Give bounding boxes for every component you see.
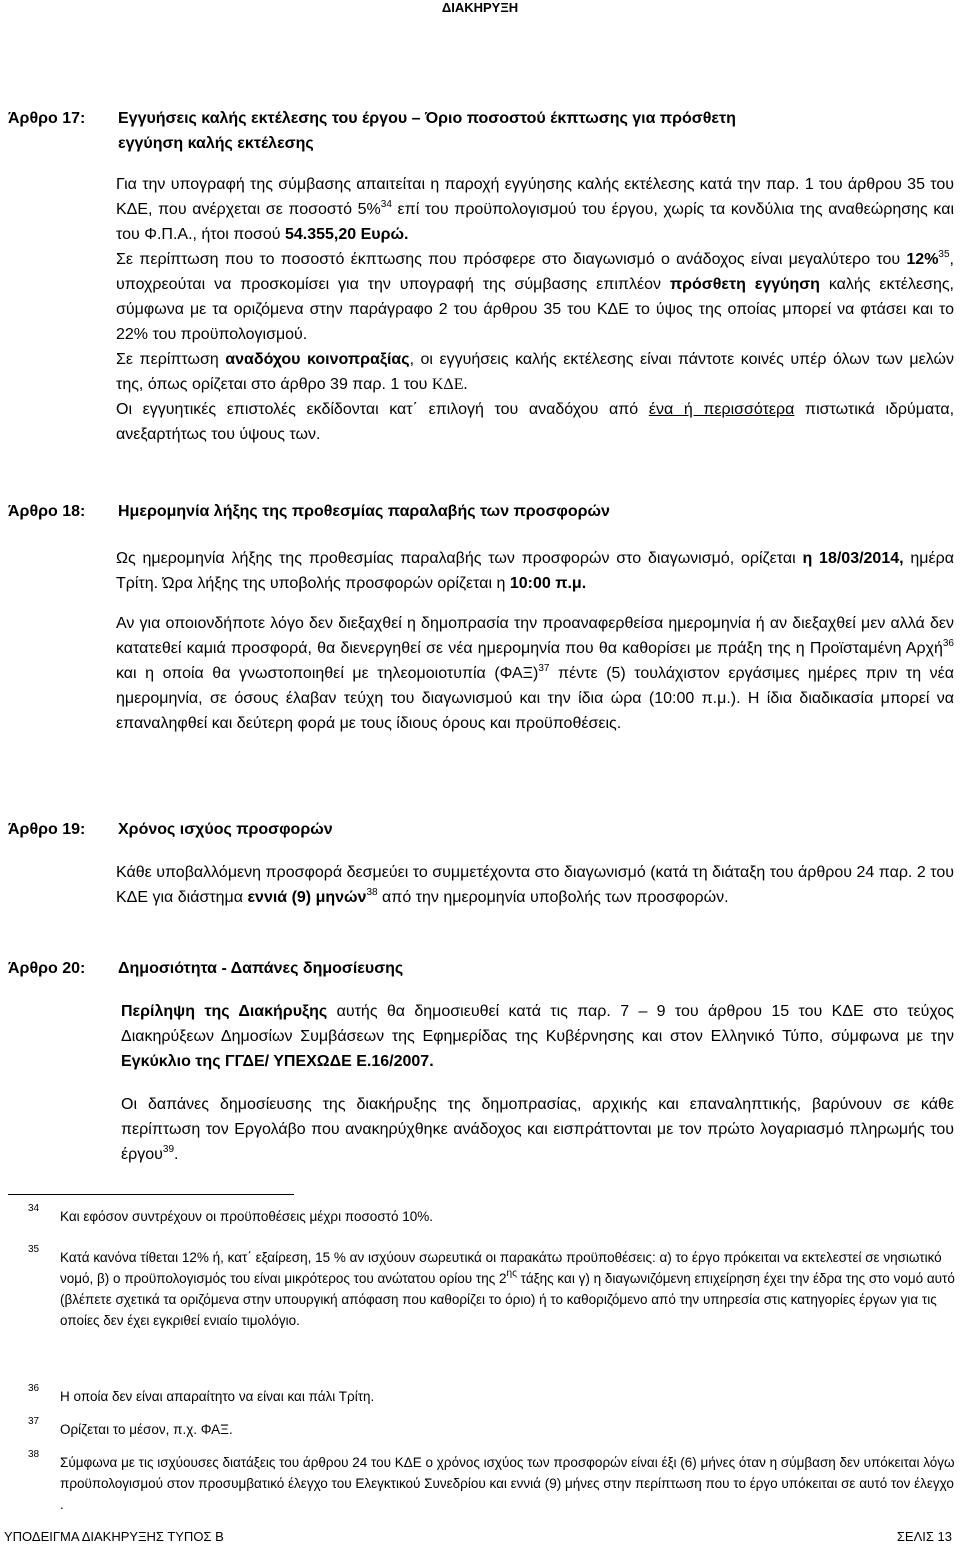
article-19-label: Άρθρο 19:	[8, 821, 86, 838]
article-17-paragraph-3: Σε περίπτωση αναδόχου κοινοπραξίας, οι εγγυήσεις καλής εκτέλεσης είναι πάντοτε κοινές υπέρ όλων των μελών της, όπως ορίζεται στο άρθρο 39 παρ. 1 του ΚΔΕ.	[116, 351, 955, 393]
article-17-title	[118, 106, 948, 156]
article-19-paragraph-1: Κάθε υποβαλλόμενη προσφορά δεσμεύει το συμμετέχοντα στο διαγωνισμό (κατά τη διάταξη του άρθρου 24 παρ. 2 του ΚΔΕ για διάστημα εννιά (9) μηνών$^{38}$ από την ημερομηνία υποβολής των προσφορών.	[116, 864, 954, 906]
footnote-text: Ορίζεται το μέσον, π.χ. ΦΑΞ.	[60, 1422, 233, 1437]
article-18-label: Άρθρο 18:	[8, 503, 86, 520]
article-17-label: Άρθρο 17:	[8, 110, 86, 127]
article-17-body	[116, 172, 954, 447]
article-17-paragraph-2: Σε περίπτωση που το ποσοστό έκπτωσης που πρόσφερε στο διαγωνισμό ο ανάδοχος είναι μεγαλύτερο του 12%$^{35}$, υποχρεούται να προσκομίσει για την υπογραφή της σύμβασης επιπλέον πρόσθετη εγγύηση καλής εκτέλεσης, σύμφωνα με τα οριζόμενα στην παράγραφο 2 του άρθρου 35 του ΚΔΕ το ύψος της οποίας μπορεί να φτάσει και το 22% του προϋπολογισμού.	[116, 249, 955, 343]
footnote-ref-37[interactable]: 37	[538, 663, 550, 674]
article-17-title-line2: εγγύηση καλής εκτέλεσης	[118, 135, 314, 152]
article-20-body	[121, 999, 954, 1167]
page-number: ΣΕΛΙΣ 13	[896, 1529, 952, 1544]
footnote-ref-36[interactable]: 36	[942, 638, 954, 649]
footnote-number: 36	[28, 1383, 40, 1394]
article-18-paragraph-1: Ως ημερομηνία λήξης της προθεσμίας παραλαβής των προσφορών στο διαγωνισμό, ορίζεται η 18/03/2014, ημέρα Τρίτη. Ώρα λήξης της υποβολής προσφορών ορίζεται η 10:00 π.μ.	[116, 550, 954, 592]
article-20-paragraph-2: Οι δαπάνες δημοσίευσης της διακήρυξης της δημοπρασίας, αρχικής και επαναληπτικής, βαρύνουν σε κάθε περίπτωση τον Εργολάβο που ανακηρύχθηκε ανάδοχος και εισπράττονται με τον πρώτο λογαριασμό πληρωμής του έργου$^{39}$.	[121, 1096, 954, 1163]
article-17-paragraph-4: Οι εγγυητικές επιστολές εκδίδονται κατ΄ επιλογή του αναδόχου από ένα ή περισσότερα πιστωτικά ιδρύματα, ανεξαρτήτως του ύψους των.	[116, 401, 955, 443]
footnote-separator	[8, 1194, 294, 1195]
page-header: ΔΙΑΚΗΡΥΞΗ	[441, 0, 519, 15]
article-19-body	[116, 860, 954, 910]
footnote-text: Και εφόσον συντρέχουν οι προϋποθέσεις μέχρι ποσοστό 10%.	[60, 1209, 434, 1224]
footnote-number: 38	[28, 1449, 40, 1460]
article-18-paragraph-2: Αν για οποιονδήποτε λόγο δεν διεξαχθεί η δημοπρασία την προαναφερθείσα ημερομηνία ή αν διεξαχθεί μεν αλλά δεν κατατεθεί καμιά προσφορά, θα διενεργηθεί σε νέα ημερομηνία που θα καθορίσει με πράξη της η Προϊσταμένη Αρχή$^{36}$ και η οποία θα γνωστοποιηθεί με τηλεομοιοτυπία $(\Phi A\Xi)^{37}$ πέντε (5) τουλάχιστον εργάσιμες ημέρες πριν τη νέα ημερομηνία, σε όσους έλαβαν τεύχη του διαγωνισμού και την ίδια ώρα (10:00 π.μ.). Η ίδια διαδικασία μπορεί να επαναληφθεί και δεύτερη φορά με τους ίδιους όρους και προϋποθέσεις.	[116, 615, 955, 732]
footnote-ref-35[interactable]: 35	[938, 249, 950, 260]
article-19-title: Χρόνος ισχύος προσφορών	[118, 821, 333, 838]
footnote-ref-34[interactable]: 34	[380, 199, 392, 210]
article-18-title: Ημερομηνία λήξης της προθεσμίας παραλαβής των προσφορών	[118, 503, 610, 520]
footnote-ref-39[interactable]: 39	[162, 1144, 175, 1155]
article-17-paragraph-1: Για την υπογραφή της σύμβασης απαιτείται η παροχή εγγύησης καλής εκτέλεσης κατά την παρ. 1 του άρθρου 35 του ΚΔΕ, που ανέρχεται σε ποσοστό 5%$^{34}$ επί του προϋπολογισμού του έργου, χωρίς τα κονδύλια της αναθεώρησης και του Φ.Π.Α., ήτοι ποσού 54.355,20 Ευρώ.	[116, 176, 954, 243]
footnote-number: 34	[28, 1203, 40, 1214]
footnote-text: Σύμφωνα με τις ισχύουσες διατάξεις του άρθρου 24 του ΚΔΕ ο χρόνος ισχύος των προσφορών είναι έξι (6) μήνες όταν η σύμβαση δεν υπόκειται λόγω προϋπολογισμού στον προσυμβατικό έλεγχο του Ελεγκτικού Συνεδρίου και εννιά (9) μήνες στην περίπτωση που το έργο υπόκειται σε αυτό τον έλεγχο .	[60, 1455, 955, 1512]
footnote-number: 37	[28, 1416, 40, 1427]
footnote-text: Κατά κανόνα τίθεται 12% ή, κατ΄ εξαίρεση, 15 % αν ισχύουν σωρευτικά οι παρακάτω προϋποθέσεις: α) το έργο πρόκειται να εκτελεστεί σε νησιωτικό νομό, β) ο προϋπολογισμός του είναι μικρότερος του ανώτατου ορίου της $2^{\eta\varsigma}$ τάξης και γ) η διαγωνιζόμενη επιχείρηση έχει την έδρα της στο νομό αυτό (βλέπετε σχετικά τα οριζόμενα στην υπουργική απόφαση που καθορίζει το όριο) ή το καθοριζόμενο από την υπηρεσία στις κατηγορίες έργων για τις οποίες δεν έχει εγκριθεί ενιαίο τιμολόγιο.	[60, 1250, 955, 1328]
footnote-ref-38[interactable]: 38	[366, 887, 378, 898]
article-17-title-line1: Εγγυήσεις καλής εκτέλεσης του έργου – Όριο ποσοστού έκπτωσης για πρόσθετη	[118, 110, 736, 127]
article-18-body	[116, 546, 954, 736]
article-20-title: Δημοσιότητα - Δαπάνες δημοσίευσης	[118, 960, 404, 977]
footnote-text: Η οποία δεν είναι απαραίτητο να είναι και πάλι Τρίτη.	[60, 1389, 375, 1404]
footer-left: ΥΠΟΔΕΙΓΜΑ ΔΙΑΚΗΡΥΞΗΣ ΤΥΠΟΣ Β	[4, 1529, 224, 1544]
footnote-number: 35	[28, 1244, 40, 1255]
article-20-label: Άρθρο 20:	[8, 960, 86, 977]
article-20-paragraph-1: Περίληψη της Διακήρυξης αυτής θα δημοσιευθεί κατά τις παρ. 7 – 9 του άρθρου 15 του ΚΔΕ στο τεύχος Διακηρύξεων Δημοσίων Συμβάσεων της Εφημερίδας της Κυβέρνησης και στον Ελληνικό Τύπο, σύμφωνα με την Εγκύκλιο της ΓΓΔΕ/ ΥΠΕΧΩΔΕ Ε.16/2007.	[121, 1003, 954, 1070]
